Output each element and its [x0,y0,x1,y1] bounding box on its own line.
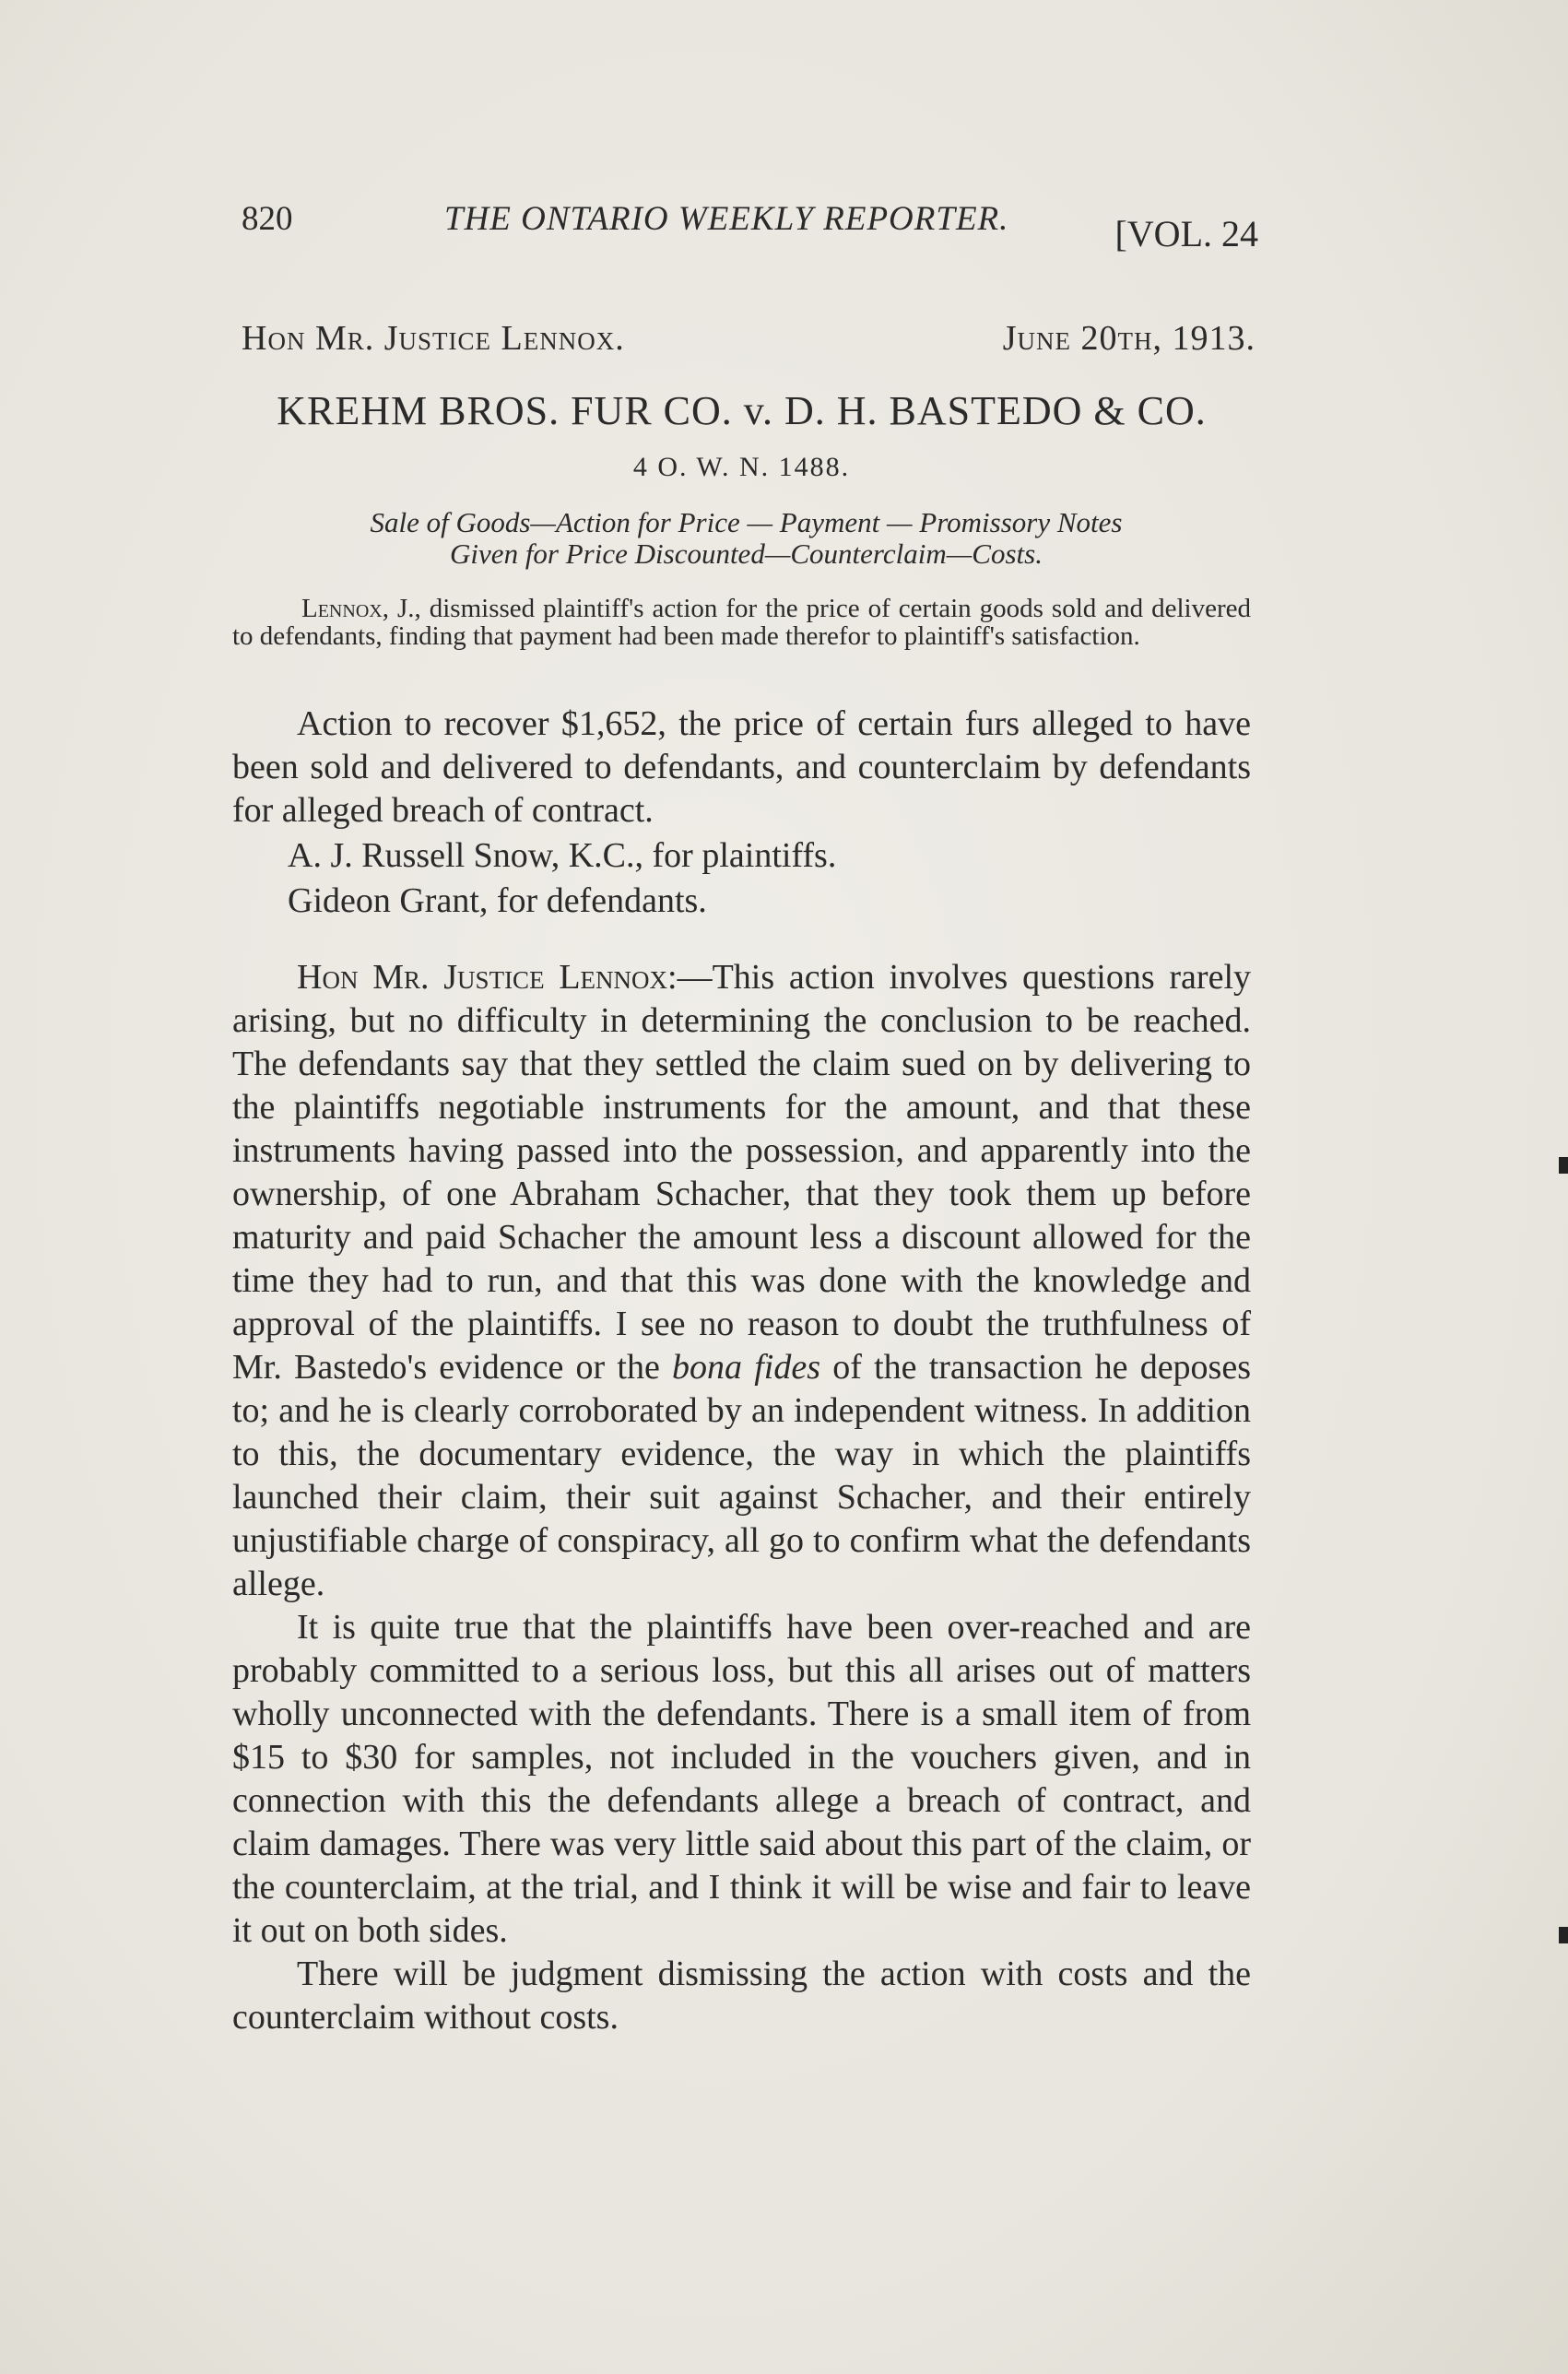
page-number: 820 [242,200,293,238]
catchwords [242,507,1251,570]
paragraph-text: —This action involves questions rarely arising, but no difficulty in determining the conclusion to be reached. The defendants say that they settled the claim sued on by delivering to the plaintiffs negotiable instruments for the amount, and that these instruments having passed into the possession, and apparently into the ownership, of one Abraham Schacher, that they took them up before maturity and paid Schacher the amount less a discount allowed for the time they had to run, and that this was done with the knowledge and approval of the plaintiffs. I see no reason to doubt the truthfulness of Mr. Bastedo's evidence or the [232,958,1251,1387]
judge-heading: Hon Mr. Justice Lennox: [297,958,678,997]
counsel-defendants: Gideon Grant, for defendants. [288,881,707,920]
latin-phrase: bona fides [672,1348,821,1387]
court-line [242,318,1256,359]
judgment-paragraph: It is quite true that the plaintiffs have been over-reached and are probably committed to a serious loss, but this all arises out of matters wholly unconnected with the defendants. There is a small item of from $15 to $30 for samples, not included in the vouchers given, and in connection with this the defendants allege a breach of contract, and claim damages. There was very little said about this part of the claim, or the counterclaim, at the trial, and I think it will be wise and fair to leave it out on both sides. [232,1608,1251,1950]
judgment-paragraph [232,956,1251,1606]
judgment-paragraph: There will be judgment dismissing the action with costs and the counterclaim without costs. [232,1955,1251,2037]
page-edge-mark [1559,1157,1568,1174]
judge-name: Hon Mr. Justice Lennox. [242,319,625,358]
counsel-plaintiffs: A. J. Russell Snow, K.C., for plaintiffs. [288,836,837,875]
case-citation: 4 O. W. N. 1488. [632,452,851,482]
headnote-judge: Lennox, J., [301,594,421,623]
journal-title: THE ONTARIO WEEKLY REPORTER. [444,200,1009,238]
catchwords-line: Sale of Goods—Action for Price — Payment — Promissory Notes [370,506,1123,538]
action-paragraph: Action to recover $1,652, the price of certain furs alleged to have been sold and delivered to defendants, and counterclaim by defendants for alleged breach of contract. [232,704,1251,830]
page-edge-mark [1559,1927,1568,1943]
judgment-body [232,703,1251,2039]
case-title: KREHM BROS. FUR CO. v. D. H. BASTEDO & CO. [277,388,1207,433]
paragraph-text: of the transaction he deposes to; and he is clearly corroborated by an independent witness. In addition to this, the documentary evidence, the way in which the plaintiffs launched their claim, their suit against Schacher, and their entirely unjustifiable charge of conspiracy, all go to confirm what the defendants allege. [232,1348,1251,1603]
headnote-text: dismissed plaintiff's action for the price of certain goods sold and delivered to defendants, finding that payment had been made therefor to plaintiff's satisfaction. [232,594,1251,651]
decision-date: June 20th, 1913. [1002,319,1256,358]
running-head [232,194,1258,254]
headnote [232,595,1251,650]
volume-label: [VOL. 24 [1114,213,1258,254]
catchwords-line: Given for Price Discounted—Counterclaim—Costs. [450,537,1043,570]
